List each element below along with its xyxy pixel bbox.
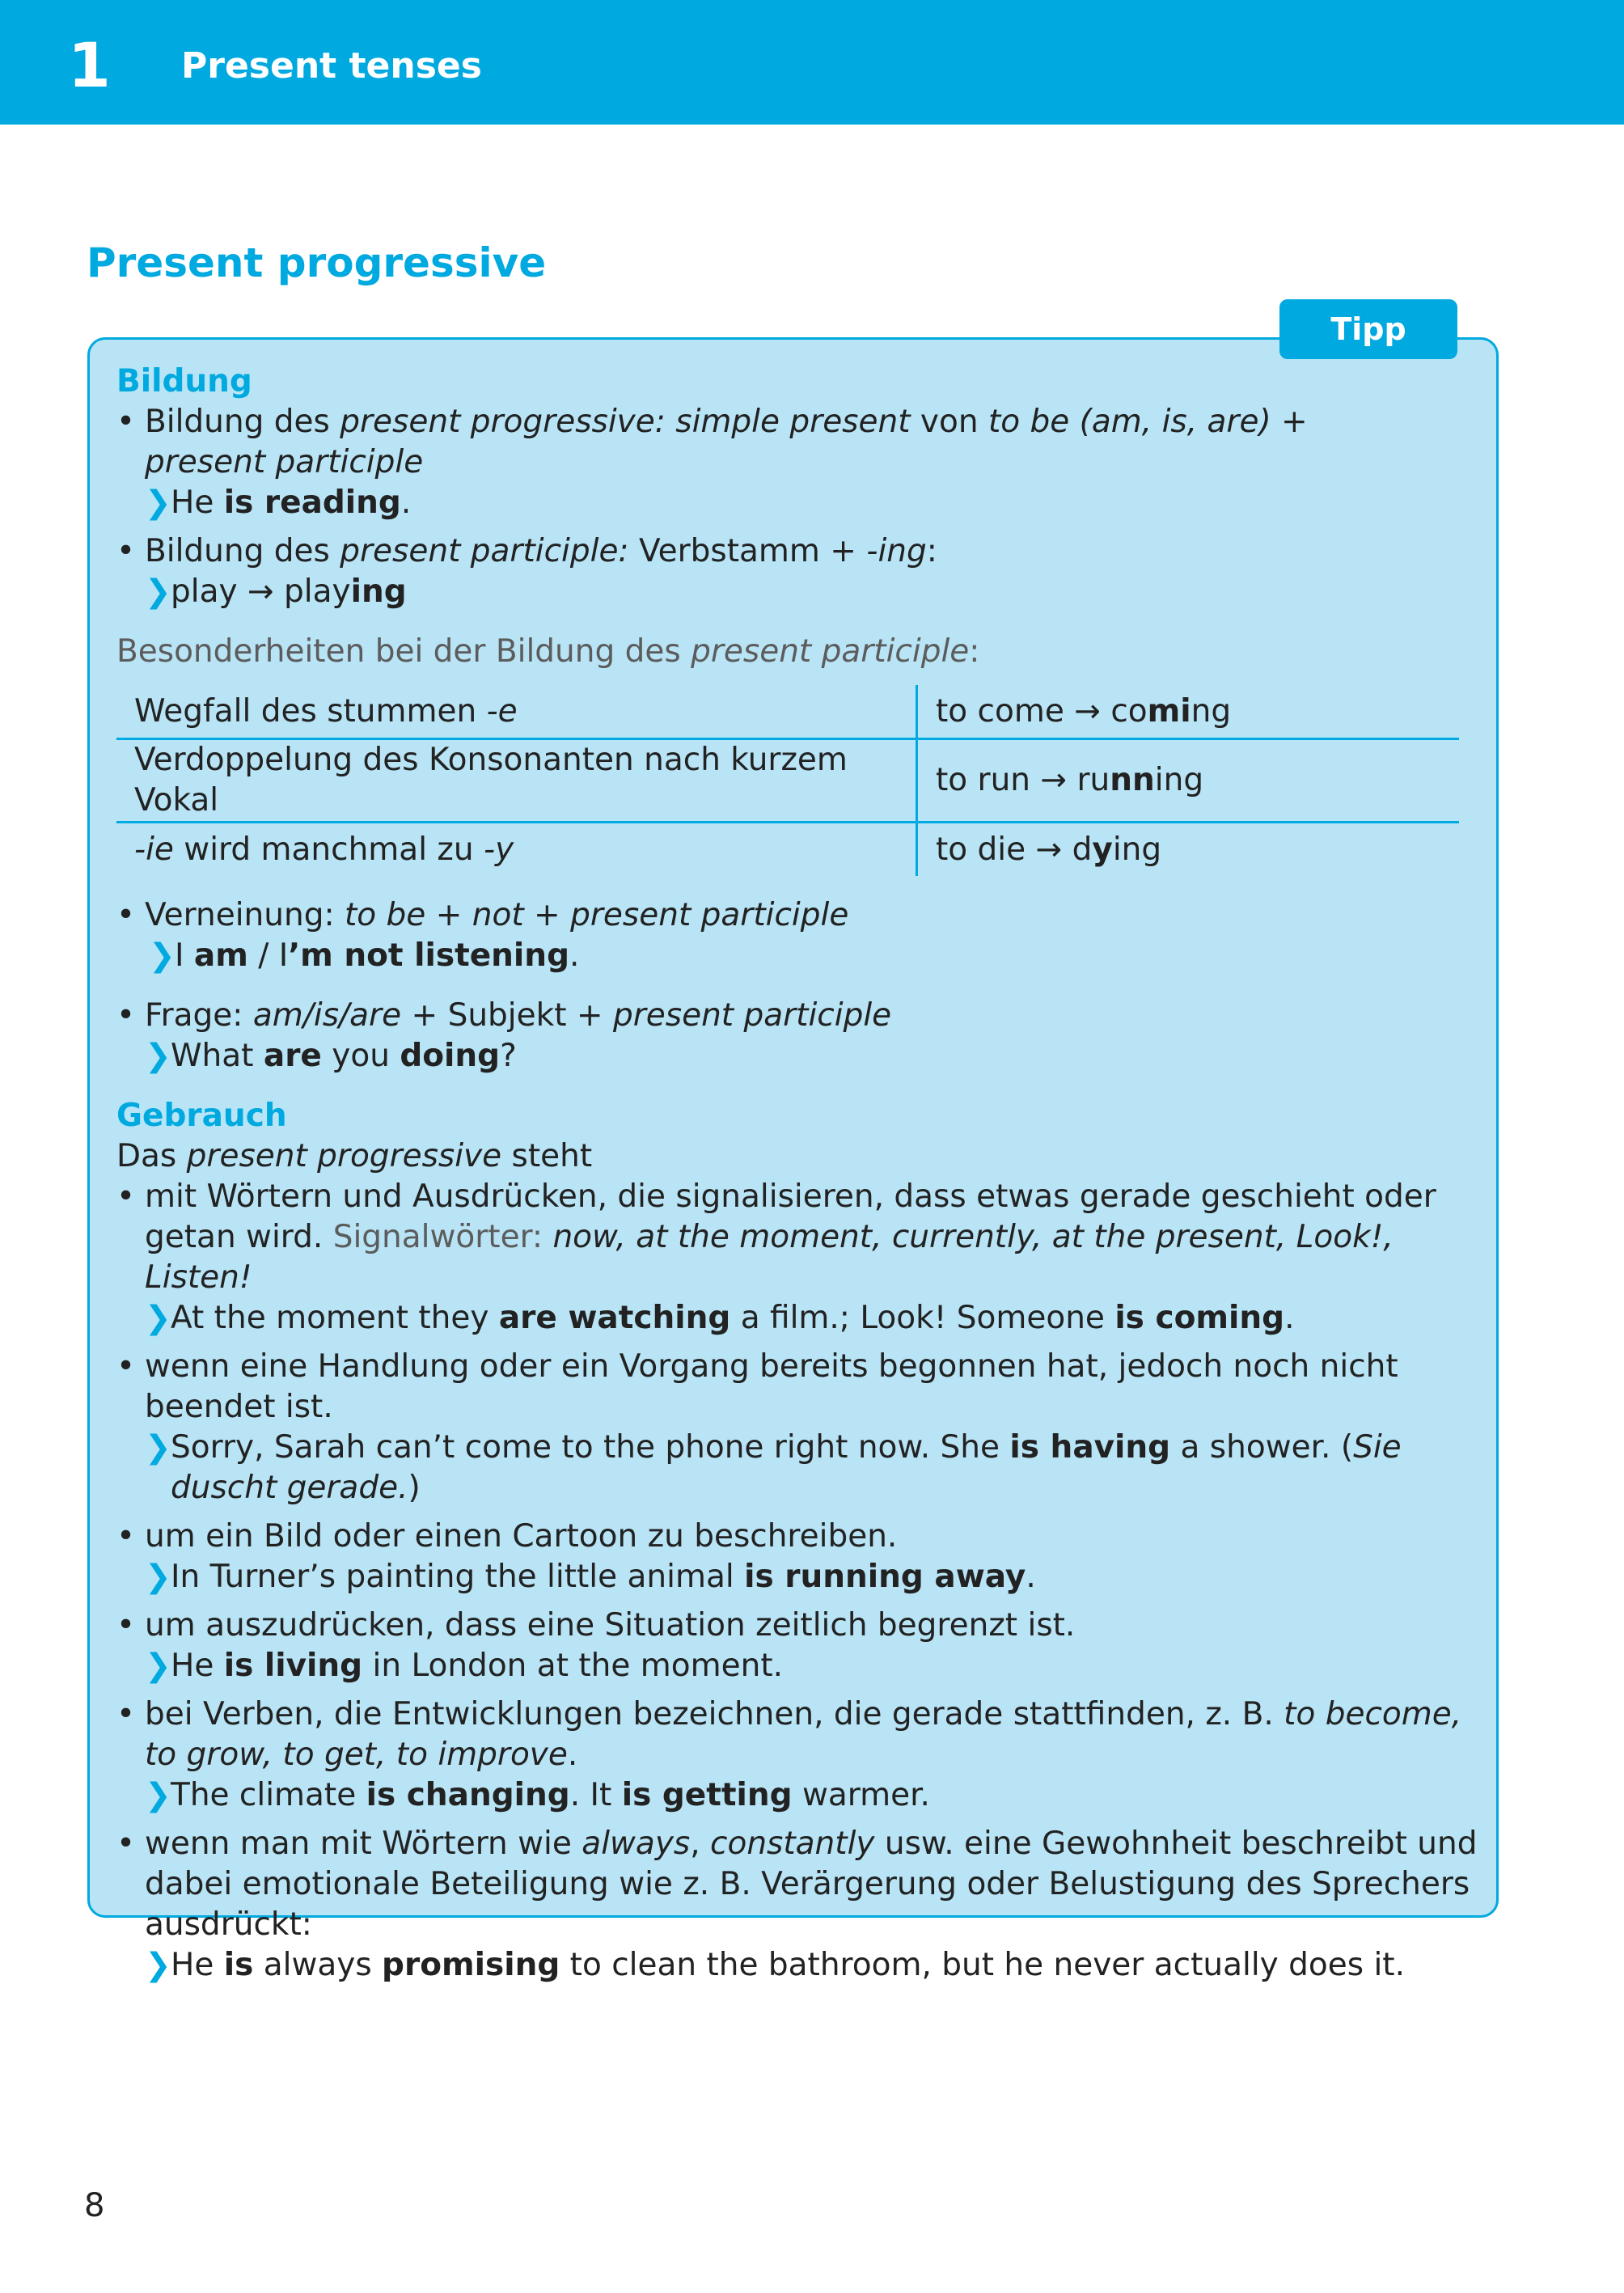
chevron-right-icon: ❯ <box>145 1429 171 1466</box>
text: ing <box>1112 831 1162 868</box>
arrow-right-icon: → <box>1040 762 1068 798</box>
chevron-right-icon: ❯ <box>145 1300 171 1336</box>
text: The climate <box>171 1777 366 1813</box>
text: Das <box>116 1138 187 1174</box>
text: . <box>569 937 580 974</box>
text: I <box>175 937 194 974</box>
text: um auszudrücken, dass eine Situation zeitlich begrenzt ist. <box>145 1607 1076 1644</box>
text: present participle: <box>340 533 629 569</box>
example-line <box>116 1775 1491 1816</box>
text: mi <box>1147 692 1191 730</box>
text: is coming <box>1114 1300 1285 1336</box>
table-cell <box>116 823 917 877</box>
text: d <box>1062 831 1093 868</box>
table-cell <box>116 739 917 823</box>
text: constantly <box>710 1826 875 1862</box>
tip-tab-label: Tipp <box>1279 299 1457 359</box>
text: is having <box>1009 1429 1171 1466</box>
text: + <box>523 897 571 933</box>
tip-content <box>116 362 1491 1986</box>
text: ’m not listening <box>288 937 569 974</box>
chevron-right-icon: ❯ <box>145 1947 171 1983</box>
text: Frage: <box>145 997 253 1034</box>
text: Verbstamm + <box>628 533 867 569</box>
text: co <box>1100 692 1148 730</box>
text: a film.; Look! Someone <box>730 1300 1115 1336</box>
text: to become, to grow, to get, to improve <box>145 1696 1462 1773</box>
text: um ein Bild oder einen Cartoon zu beschreiben. <box>145 1518 898 1555</box>
text: is changing <box>366 1777 570 1813</box>
gebrauch-bullet-1 <box>116 1177 1491 1298</box>
text: to be (am, is, are) <box>988 404 1271 440</box>
example-line <box>116 936 1491 976</box>
text: What <box>171 1038 264 1074</box>
text: -e <box>486 692 518 730</box>
text: -ie <box>134 831 174 868</box>
text: is getting <box>621 1777 793 1813</box>
text: is <box>223 1947 254 1983</box>
text: Besonderheiten bei der Bildung des <box>116 633 691 670</box>
gebrauch-bullet-3 <box>116 1517 1491 1557</box>
text: He <box>171 484 224 521</box>
table-cell <box>917 823 1460 877</box>
bildung-bullet-1 <box>116 402 1491 483</box>
example-line <box>116 1298 1491 1339</box>
text: usw. eine Gewohnheit beschreibt und dabei emotionale Beteiligung wie z. B. Verärgerung oder Belustigung des Sprechers ausdrückt: <box>145 1826 1478 1943</box>
gebrauch-bullet-5 <box>116 1694 1491 1775</box>
text: mit Wörtern und Ausdrücken, die signalisieren, dass etwas gerade geschieht oder getan wird. <box>145 1178 1436 1255</box>
text: to be + not <box>345 897 524 933</box>
text: wenn man mit Wörtern wie <box>145 1826 582 1862</box>
text: Sorry, Sarah can’t come to the phone right now. She <box>171 1429 1010 1466</box>
text: -ing <box>866 533 927 569</box>
table-cell <box>917 685 1460 739</box>
chevron-right-icon: ❯ <box>145 1777 171 1813</box>
table-row <box>116 685 1459 739</box>
text: present participle <box>145 444 424 480</box>
text: present participle <box>570 897 849 933</box>
text: ng <box>1191 692 1232 730</box>
text: ru <box>1067 762 1110 798</box>
text: now, at the moment, currently, at the present, Look!, Listen! <box>145 1219 1394 1296</box>
text: Verdoppelung des Konsonanten nach kurzem Vokal <box>134 742 848 819</box>
example-line <box>116 1557 1491 1597</box>
text: Verneinung: <box>145 897 345 933</box>
text: to clean the bathroom, but he never actually does it. <box>560 1947 1405 1983</box>
bildung-bullet-3 <box>116 895 1491 936</box>
text: am <box>193 937 248 974</box>
bildung-bullet-2 <box>116 531 1491 572</box>
text: always <box>582 1826 691 1862</box>
arrow-right-icon: → <box>247 573 274 610</box>
chevron-right-icon: ❯ <box>145 1648 171 1684</box>
text: . <box>1284 1300 1295 1336</box>
bildung-bullet-4 <box>116 996 1491 1036</box>
text: Wegfall des stummen <box>134 692 487 730</box>
example-line <box>116 1646 1491 1686</box>
example-line <box>116 1428 1491 1508</box>
text: is running away <box>744 1559 1026 1595</box>
chevron-right-icon: ❯ <box>145 484 171 521</box>
text: : <box>926 533 937 569</box>
table-intro <box>116 632 1491 672</box>
text: to die <box>936 831 1036 868</box>
text: + <box>1271 404 1308 440</box>
gebrauch-bullet-4 <box>116 1606 1491 1646</box>
text: warmer. <box>792 1777 930 1813</box>
example-line <box>116 483 1491 523</box>
chevron-right-icon: ❯ <box>149 937 176 974</box>
example-line <box>116 1945 1491 1986</box>
text: : <box>969 633 980 670</box>
text: bei Verben, die Entwicklungen bezeichnen, die gerade stattfinden, z. B. <box>145 1696 1284 1732</box>
text: steht <box>501 1138 593 1174</box>
text: ing <box>350 573 407 610</box>
text: you <box>321 1038 400 1074</box>
text: wenn eine Handlung oder ein Vorgang bereits begonnen hat, jedoch noch nicht beendet ist. <box>145 1348 1398 1425</box>
arrow-right-icon: → <box>1035 831 1063 868</box>
text: Signalwörter: <box>332 1219 543 1255</box>
text: to come <box>936 692 1075 730</box>
gebrauch-bullet-6 <box>116 1824 1491 1945</box>
chapter-header-bar <box>0 0 1624 125</box>
text: Sie duscht gerade. <box>171 1429 1402 1506</box>
text: play <box>273 573 351 610</box>
gebrauch-heading: Gebrauch <box>116 1098 287 1134</box>
table-row <box>116 739 1459 823</box>
text: von <box>910 404 988 440</box>
text: . <box>567 1737 578 1773</box>
text: ? <box>500 1038 517 1074</box>
table-row <box>116 823 1459 877</box>
table-cell <box>917 739 1460 823</box>
spelling-rules-table <box>116 685 1459 876</box>
text: present participle <box>691 633 970 670</box>
text: . <box>400 484 412 521</box>
chapter-title: Present tenses <box>181 45 482 87</box>
text: are watching <box>498 1300 731 1336</box>
example-line <box>116 572 1491 612</box>
text: ing <box>1154 762 1204 798</box>
chapter-number: 1 <box>68 29 111 101</box>
text: + Subjekt + <box>401 997 613 1034</box>
arrow-right-icon: → <box>1074 692 1101 730</box>
text: to run <box>936 762 1041 798</box>
text: , <box>690 1826 711 1862</box>
text: He <box>171 1648 224 1684</box>
bildung-heading: Bildung <box>116 363 252 400</box>
text: wird manchmal zu <box>173 831 484 868</box>
text: . It <box>569 1777 622 1813</box>
gebrauch-intro <box>116 1136 1491 1177</box>
text: a shower. ( <box>1170 1429 1354 1466</box>
chevron-right-icon: ❯ <box>145 1559 171 1595</box>
text: Bildung des <box>145 404 340 440</box>
text: In Turner’s painting the little animal <box>171 1559 745 1595</box>
text: am/is/are <box>252 997 402 1034</box>
text: nn <box>1110 762 1155 798</box>
gebrauch-bullet-2 <box>116 1347 1491 1428</box>
table-cell <box>116 685 917 739</box>
section-title: Present progressive <box>87 239 547 286</box>
text: is living <box>223 1648 363 1684</box>
chevron-right-icon: ❯ <box>145 1038 171 1074</box>
text: are <box>263 1038 322 1074</box>
chevron-right-icon: ❯ <box>145 573 171 610</box>
text: play <box>171 573 247 610</box>
text: At the moment they <box>171 1300 499 1336</box>
text: present progressive: simple present <box>340 404 911 440</box>
text: He <box>171 1947 224 1983</box>
text: ) <box>408 1470 421 1506</box>
text: -y <box>484 831 514 868</box>
text: / I <box>247 937 289 974</box>
page-number: 8 <box>84 2187 105 2224</box>
text: in London at the moment. <box>362 1648 784 1684</box>
text: is reading <box>223 484 401 521</box>
text: always <box>253 1947 383 1983</box>
text: present progressive <box>186 1138 502 1174</box>
text: y <box>1092 831 1113 868</box>
text: . <box>1026 1559 1036 1595</box>
text: promising <box>382 1947 560 1983</box>
text: Bildung des <box>145 533 340 569</box>
text: present participle <box>612 997 892 1034</box>
text: doing <box>400 1038 501 1074</box>
example-line <box>116 1036 1491 1077</box>
